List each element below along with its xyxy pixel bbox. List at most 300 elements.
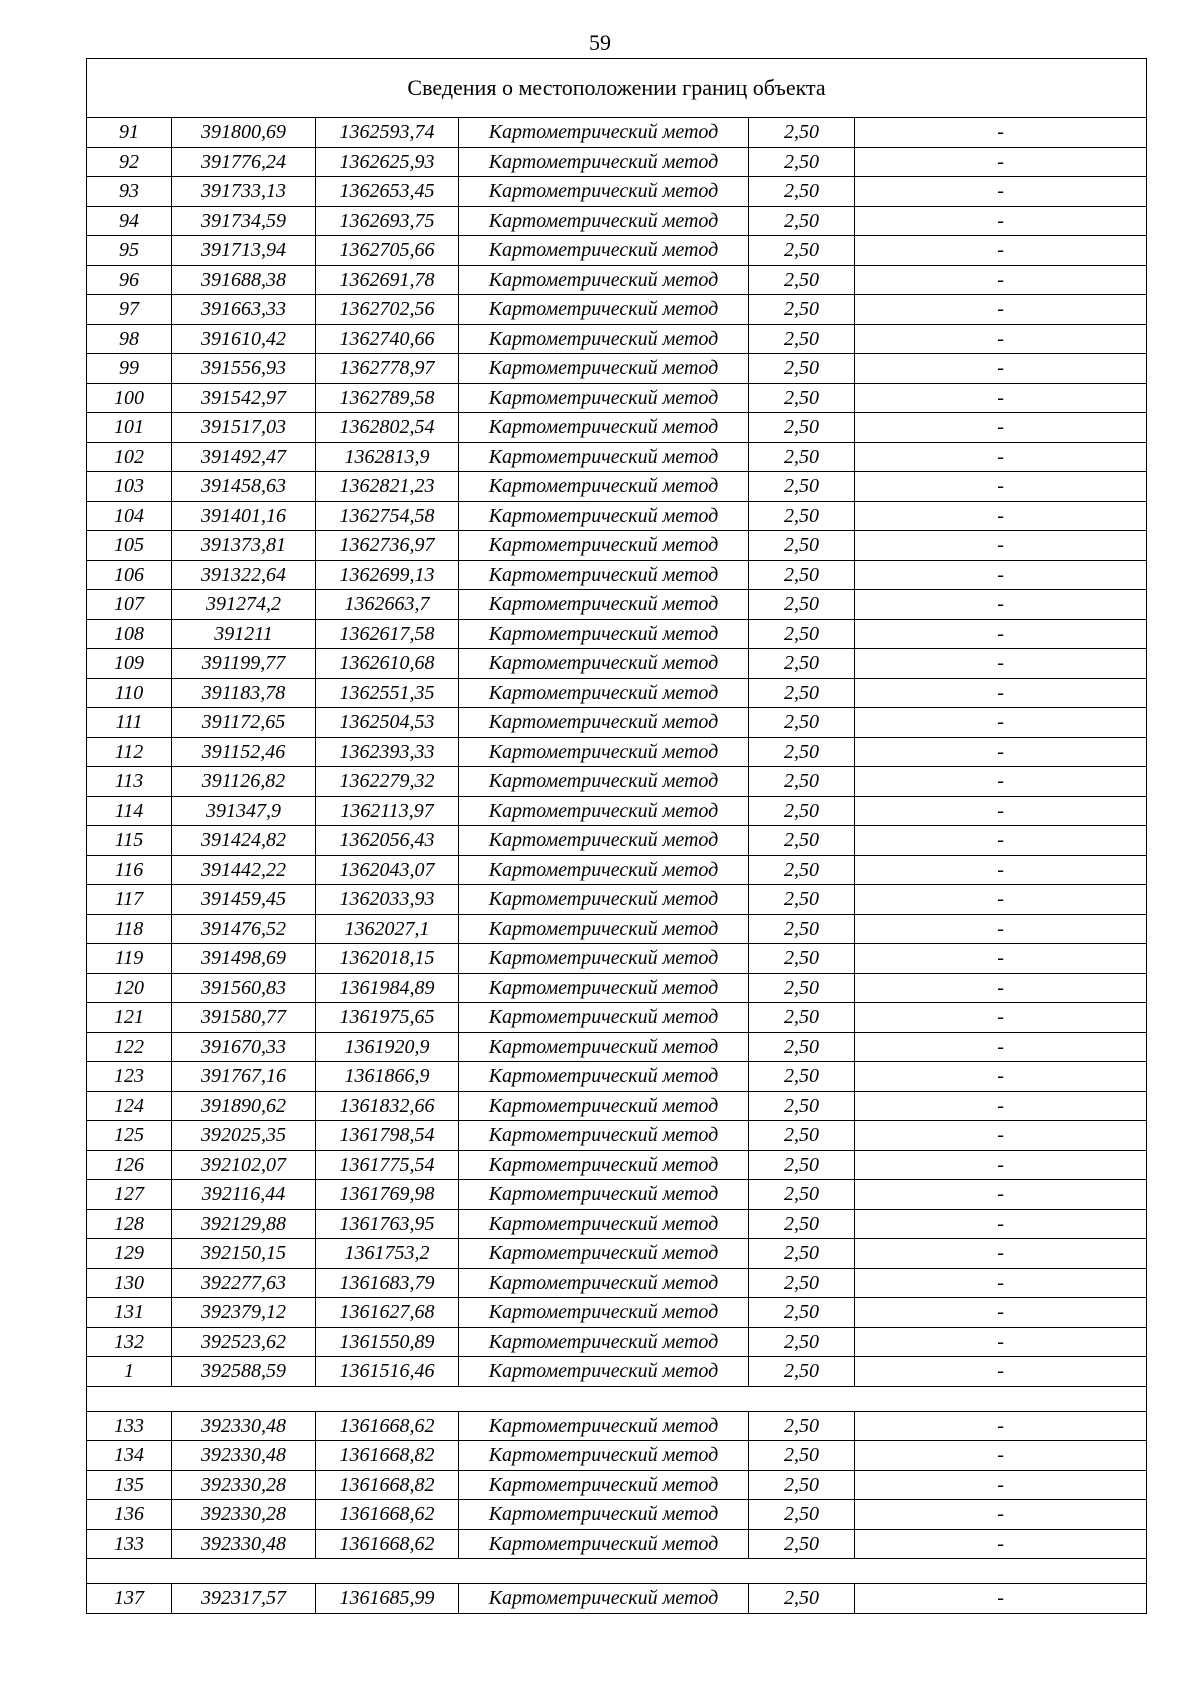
separator-cell [87,1386,1147,1411]
point-number-cell: 93 [87,177,172,207]
y-coordinate-cell: 1362821,23 [316,472,459,502]
accuracy-cell: 2,50 [749,118,855,148]
point-number-cell: 129 [87,1239,172,1269]
x-coordinate-cell: 391183,78 [172,678,316,708]
table-row [87,1121,1147,1151]
point-number-cell: 98 [87,324,172,354]
y-coordinate-cell: 1362027,1 [316,914,459,944]
point-number-cell: 122 [87,1032,172,1062]
point-number-cell: 130 [87,1268,172,1298]
description-cell: - [855,1357,1147,1387]
y-coordinate-cell: 1362056,43 [316,826,459,856]
y-coordinate-cell: 1361984,89 [316,973,459,1003]
y-coordinate-cell: 1362736,97 [316,531,459,561]
table-row [87,944,1147,974]
y-coordinate-cell: 1361975,65 [316,1003,459,1033]
table-row [87,501,1147,531]
method-cell: Картометрический метод [459,737,749,767]
x-coordinate-cell: 392588,59 [172,1357,316,1387]
y-coordinate-cell: 1361668,62 [316,1529,459,1559]
boundary-coordinates-table [86,58,1147,1614]
y-coordinate-cell: 1362113,97 [316,796,459,826]
table-row [87,1062,1147,1092]
description-cell: - [855,1091,1147,1121]
table-row [87,1298,1147,1328]
y-coordinate-cell: 1361753,2 [316,1239,459,1269]
x-coordinate-cell: 391542,97 [172,383,316,413]
accuracy-cell: 2,50 [749,678,855,708]
description-cell: - [855,177,1147,207]
y-coordinate-cell: 1361668,82 [316,1441,459,1471]
method-cell: Картометрический метод [459,472,749,502]
y-coordinate-cell: 1361668,82 [316,1470,459,1500]
description-cell: - [855,147,1147,177]
method-cell: Картометрический метод [459,324,749,354]
method-cell: Картометрический метод [459,678,749,708]
table-row [87,1529,1147,1559]
x-coordinate-cell: 391560,83 [172,973,316,1003]
description-cell: - [855,855,1147,885]
point-number-cell: 104 [87,501,172,531]
method-cell: Картометрический метод [459,560,749,590]
method-cell: Картометрический метод [459,177,749,207]
x-coordinate-cell: 392330,28 [172,1500,316,1530]
table-row [87,1268,1147,1298]
x-coordinate-cell: 392150,15 [172,1239,316,1269]
description-cell: - [855,1062,1147,1092]
table-row [87,1584,1147,1614]
accuracy-cell: 2,50 [749,1150,855,1180]
table-title: Сведения о местоположении границ объекта [87,59,1147,118]
x-coordinate-cell: 391517,03 [172,413,316,443]
point-number-cell: 96 [87,265,172,295]
table-row [87,1470,1147,1500]
method-cell: Картометрический метод [459,1357,749,1387]
x-coordinate-cell: 391152,46 [172,737,316,767]
accuracy-cell: 2,50 [749,1003,855,1033]
point-number-cell: 113 [87,767,172,797]
x-coordinate-cell: 391734,59 [172,206,316,236]
y-coordinate-cell: 1361668,62 [316,1411,459,1441]
method-cell: Картометрический метод [459,1150,749,1180]
point-number-cell: 134 [87,1441,172,1471]
accuracy-cell: 2,50 [749,826,855,856]
x-coordinate-cell: 392330,48 [172,1411,316,1441]
description-cell: - [855,1298,1147,1328]
accuracy-cell: 2,50 [749,973,855,1003]
point-number-cell: 131 [87,1298,172,1328]
y-coordinate-cell: 1362653,45 [316,177,459,207]
table-row [87,118,1147,148]
point-number-cell: 105 [87,531,172,561]
y-coordinate-cell: 1362802,54 [316,413,459,443]
contour-separator-row [87,1386,1147,1411]
table-row [87,767,1147,797]
x-coordinate-cell: 392025,35 [172,1121,316,1151]
contour-separator-row [87,1559,1147,1584]
point-number-cell: 120 [87,973,172,1003]
method-cell: Картометрический метод [459,855,749,885]
description-cell: - [855,649,1147,679]
point-number-cell: 133 [87,1411,172,1441]
x-coordinate-cell: 391800,69 [172,118,316,148]
y-coordinate-cell: 1361763,95 [316,1209,459,1239]
x-coordinate-cell: 391126,82 [172,767,316,797]
accuracy-cell: 2,50 [749,531,855,561]
description-cell: - [855,1327,1147,1357]
description-cell: - [855,324,1147,354]
accuracy-cell: 2,50 [749,1357,855,1387]
table-title-row [87,59,1147,118]
accuracy-cell: 2,50 [749,737,855,767]
method-cell: Картометрический метод [459,1529,749,1559]
x-coordinate-cell: 391199,77 [172,649,316,679]
point-number-cell: 115 [87,826,172,856]
method-cell: Картометрический метод [459,1470,749,1500]
accuracy-cell: 2,50 [749,1500,855,1530]
description-cell: - [855,206,1147,236]
point-number-cell: 97 [87,295,172,325]
point-number-cell: 111 [87,708,172,738]
description-cell: - [855,1032,1147,1062]
point-number-cell: 117 [87,885,172,915]
accuracy-cell: 2,50 [749,1584,855,1614]
accuracy-cell: 2,50 [749,1091,855,1121]
accuracy-cell: 2,50 [749,147,855,177]
method-cell: Картометрический метод [459,442,749,472]
x-coordinate-cell: 391211 [172,619,316,649]
accuracy-cell: 2,50 [749,944,855,974]
accuracy-cell: 2,50 [749,442,855,472]
table-row [87,560,1147,590]
x-coordinate-cell: 392523,62 [172,1327,316,1357]
point-number-cell: 106 [87,560,172,590]
x-coordinate-cell: 391476,52 [172,914,316,944]
description-cell: - [855,501,1147,531]
method-cell: Картометрический метод [459,1268,749,1298]
y-coordinate-cell: 1362789,58 [316,383,459,413]
y-coordinate-cell: 1362043,07 [316,855,459,885]
y-coordinate-cell: 1362813,9 [316,442,459,472]
y-coordinate-cell: 1362617,58 [316,619,459,649]
x-coordinate-cell: 392116,44 [172,1180,316,1210]
table-row [87,1357,1147,1387]
description-cell: - [855,708,1147,738]
method-cell: Картометрический метод [459,1121,749,1151]
table-row [87,796,1147,826]
x-coordinate-cell: 391767,16 [172,1062,316,1092]
method-cell: Картометрический метод [459,1239,749,1269]
description-cell: - [855,413,1147,443]
y-coordinate-cell: 1362504,53 [316,708,459,738]
table-row [87,324,1147,354]
table-row [87,914,1147,944]
method-cell: Картометрический метод [459,1441,749,1471]
y-coordinate-cell: 1362691,78 [316,265,459,295]
point-number-cell: 123 [87,1062,172,1092]
description-cell: - [855,1268,1147,1298]
table-row [87,147,1147,177]
table-row [87,737,1147,767]
description-cell: - [855,619,1147,649]
method-cell: Картометрический метод [459,973,749,1003]
description-cell: - [855,1150,1147,1180]
table-body [87,59,1147,1614]
method-cell: Картометрический метод [459,1584,749,1614]
table-row [87,265,1147,295]
separator-cell [87,1559,1147,1584]
point-number-cell: 132 [87,1327,172,1357]
table-row [87,442,1147,472]
x-coordinate-cell: 392330,48 [172,1529,316,1559]
point-number-cell: 100 [87,383,172,413]
description-cell: - [855,1209,1147,1239]
y-coordinate-cell: 1361769,98 [316,1180,459,1210]
table-row [87,1091,1147,1121]
point-number-cell: 101 [87,413,172,443]
accuracy-cell: 2,50 [749,1062,855,1092]
x-coordinate-cell: 391459,45 [172,885,316,915]
description-cell: - [855,295,1147,325]
y-coordinate-cell: 1362551,35 [316,678,459,708]
x-coordinate-cell: 391688,38 [172,265,316,295]
accuracy-cell: 2,50 [749,1180,855,1210]
point-number-cell: 128 [87,1209,172,1239]
y-coordinate-cell: 1362740,66 [316,324,459,354]
x-coordinate-cell: 391373,81 [172,531,316,561]
description-cell: - [855,796,1147,826]
y-coordinate-cell: 1361550,89 [316,1327,459,1357]
point-number-cell: 1 [87,1357,172,1387]
accuracy-cell: 2,50 [749,413,855,443]
y-coordinate-cell: 1362693,75 [316,206,459,236]
table-row [87,1032,1147,1062]
x-coordinate-cell: 391670,33 [172,1032,316,1062]
method-cell: Картометрический метод [459,1003,749,1033]
x-coordinate-cell: 391580,77 [172,1003,316,1033]
y-coordinate-cell: 1361516,46 [316,1357,459,1387]
description-cell: - [855,1584,1147,1614]
y-coordinate-cell: 1362033,93 [316,885,459,915]
page-number: 59 [589,30,611,55]
accuracy-cell: 2,50 [749,354,855,384]
table-row [87,973,1147,1003]
x-coordinate-cell: 391776,24 [172,147,316,177]
x-coordinate-cell: 391274,2 [172,590,316,620]
accuracy-cell: 2,50 [749,885,855,915]
y-coordinate-cell: 1362610,68 [316,649,459,679]
x-coordinate-cell: 391401,16 [172,501,316,531]
point-number-cell: 127 [87,1180,172,1210]
table-row [87,1327,1147,1357]
method-cell: Картометрический метод [459,383,749,413]
accuracy-cell: 2,50 [749,796,855,826]
y-coordinate-cell: 1362778,97 [316,354,459,384]
description-cell: - [855,973,1147,1003]
x-coordinate-cell: 391610,42 [172,324,316,354]
description-cell: - [855,590,1147,620]
x-coordinate-cell: 392277,63 [172,1268,316,1298]
accuracy-cell: 2,50 [749,1121,855,1151]
x-coordinate-cell: 391663,33 [172,295,316,325]
accuracy-cell: 2,50 [749,501,855,531]
accuracy-cell: 2,50 [749,1032,855,1062]
x-coordinate-cell: 391347,9 [172,796,316,826]
description-cell: - [855,442,1147,472]
description-cell: - [855,472,1147,502]
point-number-cell: 95 [87,236,172,266]
method-cell: Картометрический метод [459,1032,749,1062]
table-row [87,295,1147,325]
description-cell: - [855,826,1147,856]
method-cell: Картометрический метод [459,1062,749,1092]
method-cell: Картометрический метод [459,413,749,443]
description-cell: - [855,678,1147,708]
accuracy-cell: 2,50 [749,708,855,738]
x-coordinate-cell: 391713,94 [172,236,316,266]
description-cell: - [855,1470,1147,1500]
x-coordinate-cell: 392379,12 [172,1298,316,1328]
table-row [87,413,1147,443]
point-number-cell: 92 [87,147,172,177]
table-row [87,236,1147,266]
accuracy-cell: 2,50 [749,1298,855,1328]
description-cell: - [855,1500,1147,1530]
accuracy-cell: 2,50 [749,295,855,325]
method-cell: Картометрический метод [459,1327,749,1357]
point-number-cell: 133 [87,1529,172,1559]
table-row [87,1150,1147,1180]
table-row [87,619,1147,649]
accuracy-cell: 2,50 [749,177,855,207]
table-row [87,1209,1147,1239]
method-cell: Картометрический метод [459,147,749,177]
point-number-cell: 99 [87,354,172,384]
point-number-cell: 107 [87,590,172,620]
method-cell: Картометрический метод [459,826,749,856]
method-cell: Картометрический метод [459,118,749,148]
accuracy-cell: 2,50 [749,560,855,590]
method-cell: Картометрический метод [459,531,749,561]
description-cell: - [855,1121,1147,1151]
description-cell: - [855,383,1147,413]
accuracy-cell: 2,50 [749,619,855,649]
y-coordinate-cell: 1362705,66 [316,236,459,266]
accuracy-cell: 2,50 [749,1268,855,1298]
y-coordinate-cell: 1361866,9 [316,1062,459,1092]
y-coordinate-cell: 1362699,13 [316,560,459,590]
table-row [87,590,1147,620]
description-cell: - [855,531,1147,561]
point-number-cell: 109 [87,649,172,679]
accuracy-cell: 2,50 [749,767,855,797]
y-coordinate-cell: 1361832,66 [316,1091,459,1121]
point-number-cell: 125 [87,1121,172,1151]
point-number-cell: 94 [87,206,172,236]
y-coordinate-cell: 1361685,99 [316,1584,459,1614]
method-cell: Картометрический метод [459,619,749,649]
description-cell: - [855,265,1147,295]
y-coordinate-cell: 1361798,54 [316,1121,459,1151]
x-coordinate-cell: 391556,93 [172,354,316,384]
y-coordinate-cell: 1361683,79 [316,1268,459,1298]
method-cell: Картометрический метод [459,236,749,266]
method-cell: Картометрический метод [459,796,749,826]
description-cell: - [855,560,1147,590]
table-row [87,383,1147,413]
description-cell: - [855,737,1147,767]
description-cell: - [855,118,1147,148]
description-cell: - [855,1411,1147,1441]
accuracy-cell: 2,50 [749,1239,855,1269]
point-number-cell: 116 [87,855,172,885]
point-number-cell: 112 [87,737,172,767]
table-row [87,1003,1147,1033]
table-row [87,354,1147,384]
point-number-cell: 124 [87,1091,172,1121]
description-cell: - [855,1239,1147,1269]
accuracy-cell: 2,50 [749,1209,855,1239]
method-cell: Картометрический метод [459,708,749,738]
x-coordinate-cell: 391458,63 [172,472,316,502]
y-coordinate-cell: 1361668,62 [316,1500,459,1530]
method-cell: Картометрический метод [459,1298,749,1328]
x-coordinate-cell: 391322,64 [172,560,316,590]
description-cell: - [855,1441,1147,1471]
point-number-cell: 110 [87,678,172,708]
y-coordinate-cell: 1361627,68 [316,1298,459,1328]
method-cell: Картометрический метод [459,1091,749,1121]
method-cell: Картометрический метод [459,1180,749,1210]
point-number-cell: 91 [87,118,172,148]
method-cell: Картометрический метод [459,354,749,384]
table-row [87,1411,1147,1441]
accuracy-cell: 2,50 [749,1529,855,1559]
method-cell: Картометрический метод [459,1411,749,1441]
accuracy-cell: 2,50 [749,472,855,502]
point-number-cell: 137 [87,1584,172,1614]
accuracy-cell: 2,50 [749,1441,855,1471]
point-number-cell: 119 [87,944,172,974]
table-row [87,1441,1147,1471]
point-number-cell: 114 [87,796,172,826]
table-row [87,678,1147,708]
description-cell: - [855,354,1147,384]
point-number-cell: 118 [87,914,172,944]
accuracy-cell: 2,50 [749,383,855,413]
y-coordinate-cell: 1361775,54 [316,1150,459,1180]
y-coordinate-cell: 1362754,58 [316,501,459,531]
method-cell: Картометрический метод [459,206,749,236]
accuracy-cell: 2,50 [749,1470,855,1500]
x-coordinate-cell: 391492,47 [172,442,316,472]
x-coordinate-cell: 392330,28 [172,1470,316,1500]
method-cell: Картометрический метод [459,944,749,974]
accuracy-cell: 2,50 [749,1327,855,1357]
method-cell: Картометрический метод [459,649,749,679]
description-cell: - [855,885,1147,915]
table-row [87,472,1147,502]
point-number-cell: 108 [87,619,172,649]
description-cell: - [855,236,1147,266]
point-number-cell: 136 [87,1500,172,1530]
x-coordinate-cell: 391424,82 [172,826,316,856]
y-coordinate-cell: 1362702,56 [316,295,459,325]
x-coordinate-cell: 392317,57 [172,1584,316,1614]
description-cell: - [855,944,1147,974]
method-cell: Картометрический метод [459,914,749,944]
y-coordinate-cell: 1362393,33 [316,737,459,767]
